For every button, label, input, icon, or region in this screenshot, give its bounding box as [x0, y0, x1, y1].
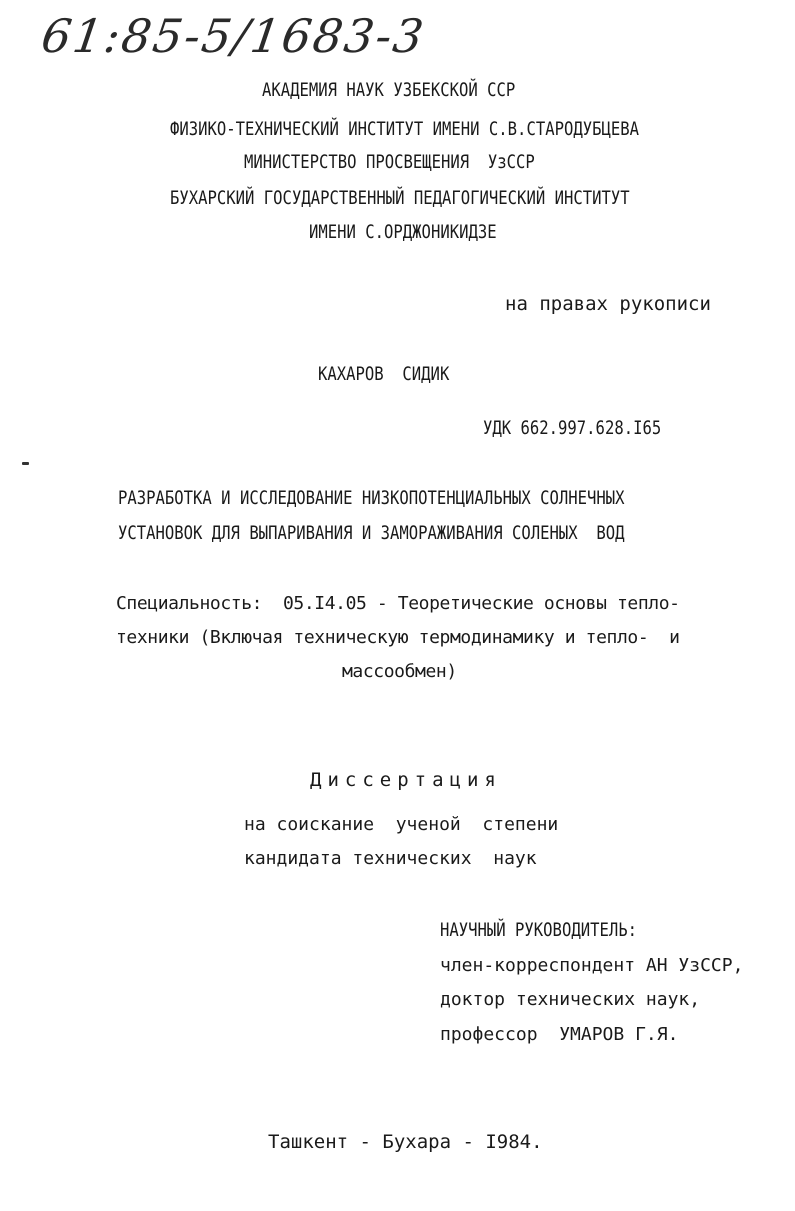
- supervisor-name: профессор УМАРОВ Г.Я.: [440, 1024, 679, 1045]
- dissertation-purpose-line-2: кандидата технических наук: [244, 848, 537, 869]
- dissertation-purpose-line-1: на соискание ученой степени: [244, 814, 559, 835]
- header-pedagogical-institute: БУХАРСКИЙ ГОСУДАРСТВЕННЫЙ ПЕДАГОГИЧЕСКИЙ ИНСТИТУТ: [170, 187, 630, 209]
- supervisor-title-line-1: член-корреспондент АН УзССР,: [440, 955, 744, 976]
- specialty-line-2: техники (Включая техническую термодинамику и тепло- и: [116, 627, 680, 648]
- header-physics-institute: ФИЗИКО-ТЕХНИЧЕСКИЙ ИНСТИТУТ ИМЕНИ С.В.СТАРОДУБЦЕВА: [170, 118, 640, 140]
- paper-speck: [22, 462, 29, 465]
- author-name: КАХАРОВ СИДИК: [318, 363, 450, 385]
- specialty-line-1: Специальность: 05.I4.05 - Теоретические основы тепло-: [116, 593, 680, 614]
- udc-code: УДК 662.997.628.I65: [483, 417, 662, 439]
- header-academy: АКАДЕМИЯ НАУК УЗБЕКСКОЙ ССР: [262, 79, 516, 101]
- thesis-title-line-2: УСТАНОВОК ДЛЯ ВЫПАРИВАНИЯ И ЗАМОРАЖИВАНИЯ СОЛЕНЫХ ВОД: [118, 522, 625, 544]
- place-and-year: Ташкент - Бухара - I984.: [268, 1131, 543, 1153]
- manuscript-note: на правах рукописи: [505, 293, 711, 315]
- thesis-title-line-1: РАЗРАБОТКА И ИССЛЕДОВАНИЕ НИЗКОПОТЕНЦИАЛЬНЫХ СОЛНЕЧНЫХ: [118, 487, 625, 509]
- supervisor-title-line-2: доктор технических наук,: [440, 989, 701, 1010]
- supervisor-label: НАУЧНЫЙ РУКОВОДИТЕЛЬ:: [440, 919, 637, 941]
- header-institute-name: ИМЕНИ С.ОРДЖОНИКИДЗЕ: [309, 221, 497, 243]
- header-ministry: МИНИСТЕРСТВО ПРОСВЕЩЕНИЯ УзССР: [244, 151, 535, 173]
- dissertation-heading: Диссертация: [310, 769, 502, 791]
- specialty-line-3: массообмен): [342, 661, 457, 682]
- handwritten-archive-mark: 61:85-5/1683-3: [38, 9, 429, 63]
